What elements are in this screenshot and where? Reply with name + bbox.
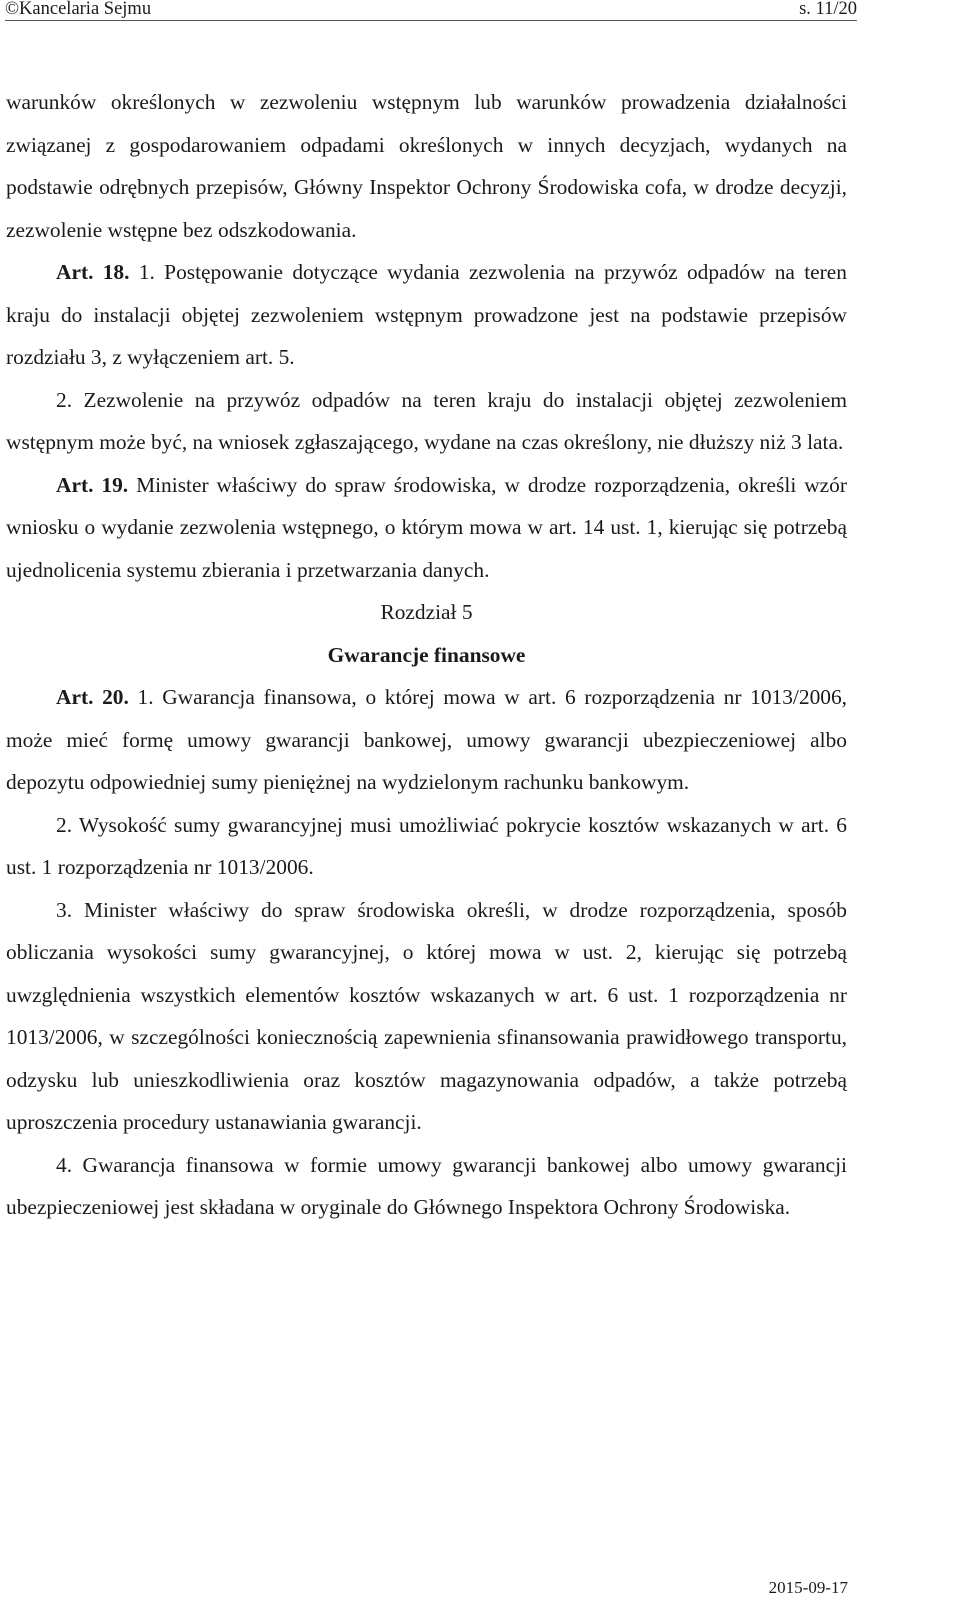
art-18-par-1 bbox=[6, 251, 847, 379]
art-19 bbox=[6, 464, 847, 592]
art-19-text: Minister właściwy do spraw środowiska, w drodze rozporządzenia, określi wzór wniosku o wydanie zezwolenia wstępnego, o którym mowa w art. 14 ust. 1, kierując się potrzebą ujednolicenia systemu zbierania i przetwarzania danych. bbox=[6, 472, 847, 582]
header-copyright: ©Kancelaria Sejmu bbox=[5, 0, 152, 19]
chapter-title: Gwarancje finansowe bbox=[327, 642, 526, 667]
art-20-par-2: 2. Wysokość sumy gwarancyjnej musi umożliwiać pokrycie kosztów wskazanych w art. 6 ust. 1 rozporządzenia nr 1013/2006. bbox=[6, 812, 847, 879]
document-body bbox=[6, 81, 847, 1229]
art-18-heading: Art. 18. bbox=[56, 260, 130, 284]
art-20-par-1 bbox=[6, 676, 847, 804]
footer-date: 2015-09-17 bbox=[768, 1578, 848, 1597]
art-20-par-4: 4. Gwarancja finansowa w formie umowy gwarancji bankowej albo umowy gwarancji ubezpieczeniowej jest składana w oryginale do Głównego Inspektora Ochrony Środowiska. bbox=[6, 1152, 847, 1219]
art-20-par-1-text: 1. Gwarancja finansowa, o której mowa w art. 6 rozporządzenia nr 1013/2006, może mieć formę umowy gwarancji bankowej, umowy gwarancji ubezpieczeniowej albo depozytu odpowiedniej sumy pieniężnej na wydzielonym rachunku bankowym. bbox=[6, 685, 848, 794]
art-18-par-1-text: 1. Postępowanie dotyczące wydania zezwolenia na przywóz odpadów na teren kraju do instalacji objętej zezwoleniem wstępnym prowadzone jest na podstawie przepisów rozdziału 3, z wyłączeniem art. 5. bbox=[6, 260, 847, 369]
header-page-number: s. 11/20 bbox=[799, 0, 857, 19]
art-20-par-3: 3. Minister właściwy do spraw środowiska określi, w drodze rozporządzenia, sposób obliczania wysokości sumy gwarancyjnej, o której mowa w ust. 2, kierując się potrzebą uwzględnienia wszystkich elementów kosztów wskazanych w art. 6 ust. 1 rozporządzenia nr 1013/2006, w szczególności koniecznością zapewnienia sfinansowania prawidłowego transportu, odzysku lub unieszkodliwienia oraz kosztów magazynowania odpadów, a także potrzebą uproszczenia procedury ustanawiania gwarancji. bbox=[6, 897, 847, 1134]
paragraph-continuation: warunków określonych w zezwoleniu wstępnym lub warunków prowadzenia działalności związanej z gospodarowaniem odpadami określonych w innych decyzjach, wydanych na podstawie odrębnych przepisów, Główny Inspektor Ochrony Środowiska cofa, w drodze decyzji, zezwolenie wstępne bez odszkodowania. bbox=[6, 90, 847, 242]
chapter-label: Rozdział 5 bbox=[380, 600, 473, 624]
art-18-par-2: 2. Zezwolenie na przywóz odpadów na teren kraju do instalacji objętej zezwoleniem wstępnym może być, na wniosek zgłaszającego, wydane na czas określony, nie dłuższy niż 3 lata. bbox=[6, 387, 847, 454]
art-19-heading: Art. 19. bbox=[56, 472, 129, 497]
page-header bbox=[5, 0, 857, 21]
art-20-heading: Art. 20. bbox=[56, 685, 129, 709]
